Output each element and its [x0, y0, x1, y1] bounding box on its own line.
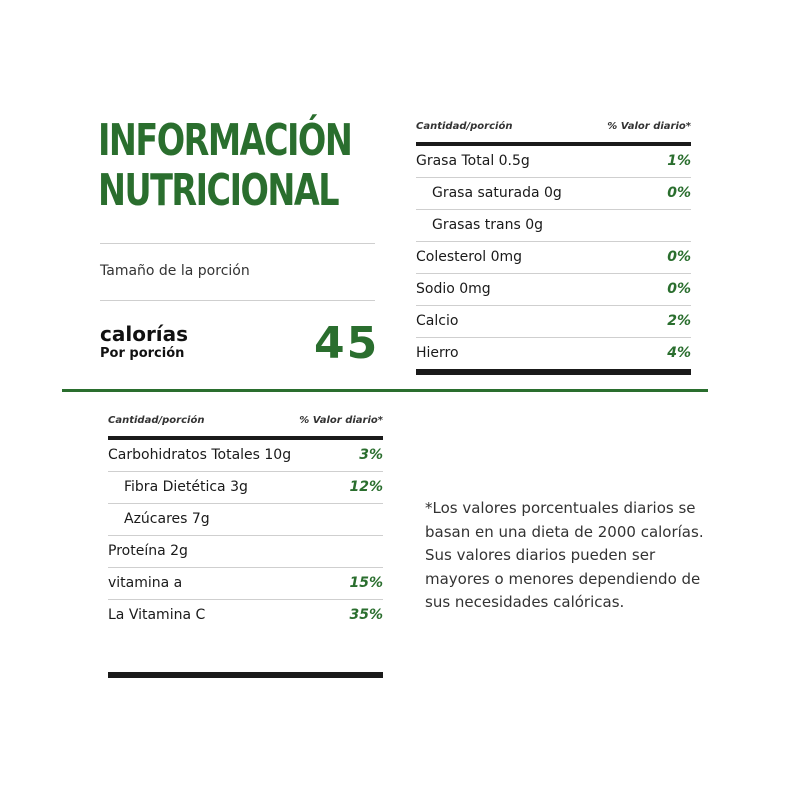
nutrition-table-fats: [416, 116, 691, 375]
nutrient-name: Hierro: [416, 345, 459, 361]
header-amount: Cantidad/porción: [108, 415, 205, 426]
nutrient-percent: 4%: [667, 345, 691, 361]
nutrient-name: Grasas trans 0g: [432, 217, 544, 233]
calories-label: calorías: [100, 322, 189, 346]
table-header: [416, 116, 691, 146]
calories-value: 45: [314, 318, 380, 369]
header-amount: Cantidad/porción: [416, 121, 513, 132]
serving-size-label: Tamaño de la porción: [100, 263, 250, 279]
nutrient-percent: 1%: [667, 153, 691, 169]
table-row: [108, 536, 383, 568]
table-row: [108, 568, 383, 600]
table-row: [416, 338, 691, 369]
page-title: [98, 116, 351, 216]
table-row: [416, 210, 691, 242]
title-line-1: INFORMACIÓN: [98, 115, 352, 166]
header-daily-value: % Valor diario*: [607, 121, 691, 132]
table-row: [416, 178, 691, 210]
table-row: [416, 146, 691, 178]
divider-top: [100, 243, 375, 244]
nutrient-name: vitamina a: [108, 575, 183, 591]
nutrient-percent: 15%: [349, 575, 383, 591]
nutrient-percent: 35%: [349, 607, 383, 623]
nutrient-name: Carbohidratos Totales 10g: [108, 447, 292, 463]
nutrient-name: Azúcares 7g: [124, 511, 210, 527]
divider-middle: [100, 300, 375, 301]
table-row: [108, 472, 383, 504]
nutrient-percent: 3%: [359, 447, 383, 463]
daily-value-footnote: *Los valores porcentuales diarios se basan en una dieta de 2000 calorías. Sus valores diarios pueden ser mayores o menores dependiendo de sus necesidades calóricas.: [425, 499, 704, 611]
title-line-2: NUTRICIONAL: [98, 165, 339, 216]
calories-per-serving-label: Por porción: [100, 346, 185, 361]
nutrient-name: Colesterol 0mg: [416, 249, 523, 265]
header-daily-value: % Valor diario*: [299, 415, 383, 426]
nutrient-name: Fibra Dietética 3g: [124, 479, 248, 495]
table-footer-bar: [108, 672, 383, 678]
table-footer-bar: [416, 369, 691, 375]
nutrient-name: Grasa saturada 0g: [432, 185, 562, 201]
table-header: [108, 410, 383, 440]
nutrient-name: Calcio: [416, 313, 459, 329]
nutrient-percent: 0%: [667, 185, 691, 201]
nutrient-percent: 0%: [667, 281, 691, 297]
nutrient-name: Proteína 2g: [108, 543, 188, 559]
table-row: [108, 440, 383, 472]
nutrient-percent: 12%: [349, 479, 383, 495]
nutrient-percent: 2%: [667, 313, 691, 329]
table-row: [416, 306, 691, 338]
nutrient-percent: 0%: [667, 249, 691, 265]
table-spacer: [108, 631, 383, 672]
table-row: [108, 600, 383, 631]
nutrition-table-carbs: [108, 410, 383, 678]
table-row: [108, 504, 383, 536]
section-divider: [62, 389, 708, 392]
table-row: [416, 242, 691, 274]
table-row: [416, 274, 691, 306]
nutrient-name: La Vitamina C: [108, 607, 206, 623]
nutrient-name: Sodio 0mg: [416, 281, 491, 297]
nutrient-name: Grasa Total 0.5g: [416, 153, 530, 169]
